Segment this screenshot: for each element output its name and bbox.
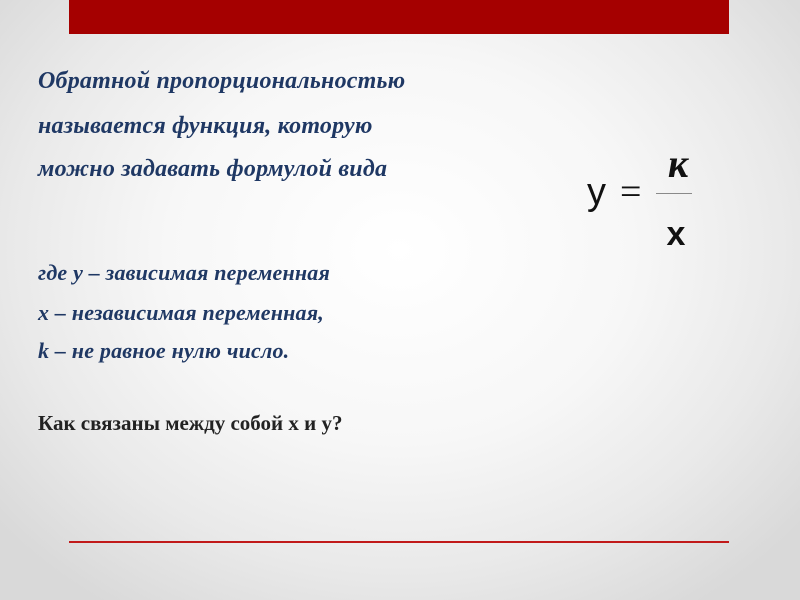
definition-line-2: называется функция, которую xyxy=(38,113,373,139)
formula-numerator: к xyxy=(667,141,689,186)
definition-line-3: можно задавать формулой вида xyxy=(38,156,388,182)
formula-equals-sign: = xyxy=(620,171,642,213)
question-text: Как связаны между собой x и y? xyxy=(38,411,343,435)
variable-line-1: где y – зависимая переменная xyxy=(38,260,331,285)
variable-line-2: x – независимая переменная, xyxy=(38,300,324,325)
formula-denominator: x xyxy=(666,215,686,253)
variable-line-3: k – не равное нулю число. xyxy=(38,338,290,363)
definition-line-1: Обратной пропорциональностью xyxy=(38,68,406,94)
fraction-bar xyxy=(656,193,692,194)
formula-lhs: y xyxy=(587,171,606,213)
top-decorative-bar xyxy=(69,0,729,34)
bottom-divider-line xyxy=(69,541,729,543)
